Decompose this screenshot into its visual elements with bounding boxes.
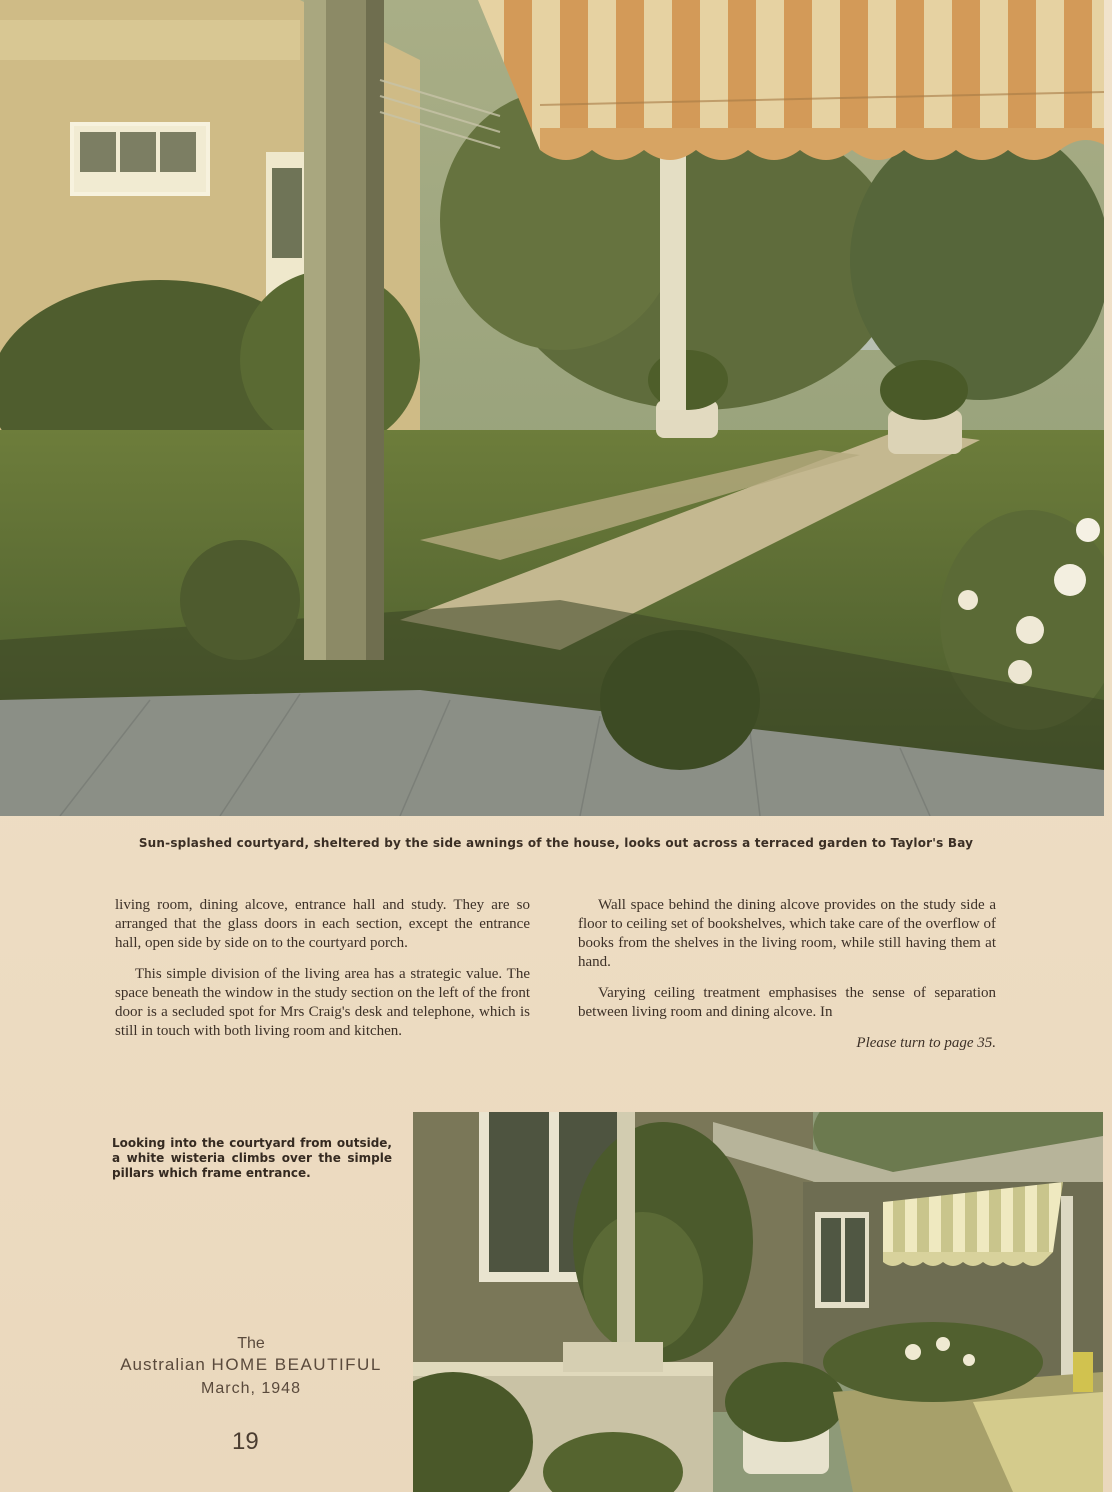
page-number: 19 [232, 1428, 259, 1455]
article-right-column [578, 896, 996, 1053]
top-photo-caption: Sun-splashed courtyard, sheltered by the side awnings of the house, looks out across a terraced garden to Taylor's Bay [138, 836, 974, 850]
courtyard-entrance-photo [413, 1112, 1103, 1492]
masthead-prefix: Australian [120, 1355, 206, 1374]
article-paragraph: This simple division of the living area has a strategic value. The space beneath the window in the study section on the left of the front door is a secluded spot for Mrs Craig's desk and telephone, which is still in touch with both living room and kitchen. [115, 966, 530, 1039]
article-paragraph: living room, dining alcove, entrance hall and study. They are so arranged that the glass doors in each section, except the entrance hall, open side by side on to the courtyard porch. [115, 897, 530, 951]
article-left-column [115, 896, 530, 1053]
masthead-title [105, 1354, 397, 1376]
article-paragraph: Wall space behind the dining alcove provides on the study side a floor to ceiling set of bookshelves, which take care of the overflow of books from the shelves in the living room, while still having them at hand. [578, 897, 996, 970]
continued-note: Please turn to page 35. [856, 1035, 996, 1051]
masthead-title-caps: HOME BEAUTIFUL [211, 1355, 382, 1374]
bottom-photo-caption: Looking into the courtyard from outside, a white wisteria climbs over the simple pillars which frame entrance. [112, 1136, 392, 1180]
masthead-the: The [237, 1335, 265, 1352]
magazine-masthead [105, 1334, 397, 1402]
masthead-date: March, 1948 [201, 1380, 301, 1397]
article-paragraph: Varying ceiling treatment emphasises the sense of separation between living room and dining alcove. In [578, 985, 996, 1020]
